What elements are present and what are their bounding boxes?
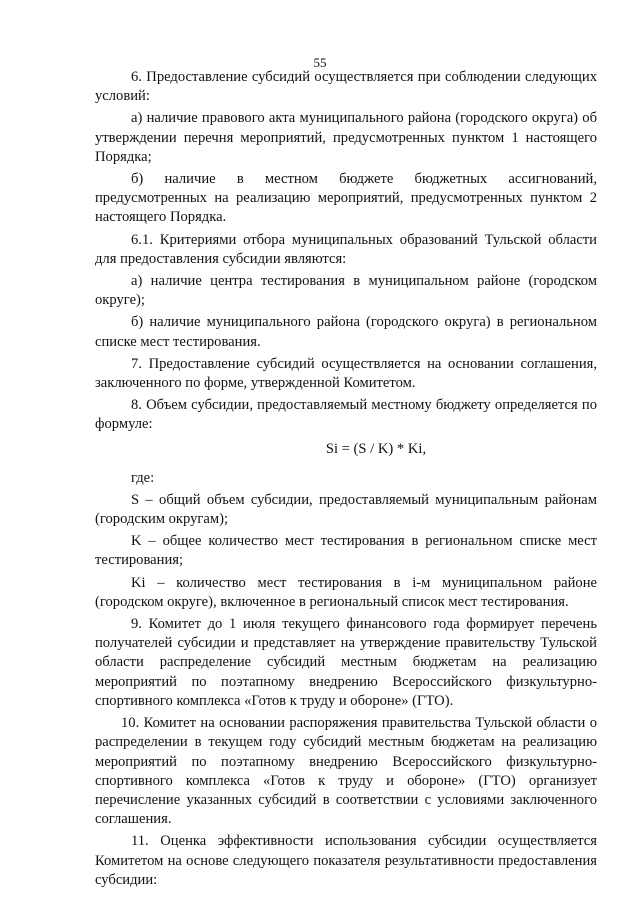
paragraph-11: 11. Оценка эффективности использования субсидии осуществляется Комитетом на основе следующего показателя результативности предоставления субсидии: — [95, 833, 597, 888]
formula-where-label: где: — [131, 469, 155, 486]
paragraph-6-1a: а) наличие центра тестирования в муниципальном районе (городском округе); — [95, 273, 597, 309]
paragraph-6-1: 6.1. Критериями отбора муниципальных образований Тульской области для предоставления субсидии являются: — [95, 231, 597, 267]
subsidy-formula: Si = (S / K) * Ki, — [325, 440, 427, 457]
paragraph-6b: б) наличие в местном бюджете бюджетных ассигнований, предусмотренных на реализацию мероприятий, предусмотренных пунктом 2 настоящего Порядка. — [95, 171, 597, 226]
paragraph-6a: а) наличие правового акта муниципального района (городского округа) об утверждении перечня мероприятий, предусмотренных пунктом 1 настоящего Порядка; — [95, 110, 597, 165]
paragraph-7: 7. Предоставление субсидий осуществляется на основании соглашения, заключенного по форме, утвержденной Комитетом. — [95, 355, 597, 392]
paragraph-6-1b: б) наличие муниципального района (городского округа) в региональном списке мест тестирования. — [95, 314, 597, 350]
paragraph-8: 8. Объем субсидии, предоставляемый местному бюджету определяется по формуле: — [95, 397, 597, 433]
page-number: 55 — [313, 55, 327, 70]
definition-k: K – общее количество мест тестирования в региональном списке мест тестирования; — [95, 533, 597, 569]
document-body — [95, 68, 597, 893]
paragraph-9: 9. Комитет до 1 июля текущего финансового года формирует перечень получателей субсидии и представляет на утверждение правительству Тульской области распределение субсидий местным бюджетам на реализацию мероприятий по поэтапному внедрению Всероссийского физкультурно-спортивного комплекса «Готов к труду и обороне» (ГТО). — [95, 616, 597, 709]
paragraph-6: 6. Предоставление субсидий осуществляется при соблюдении следующих условий: — [95, 69, 597, 105]
definition-ki: Ki – количество мест тестирования в i-м муниципальном районе (городском округе), включенное в региональный список мест тестирования. — [95, 574, 597, 610]
definition-s: S – общий объем субсидии, предоставляемый муниципальным районам (городским округам); — [95, 491, 597, 528]
paragraph-10: 10. Комитет на основании распоряжения правительства Тульской области о распределении в текущем году субсидий местным бюджетам на реализацию мероприятий по поэтапному внедрению Всероссийского физкультурно-спортивного комплекса «Готов к труду и обороне» (ГТО) организует перечисление указанных субсидий в соответствии с условиями заключенного соглашения. — [95, 715, 597, 828]
